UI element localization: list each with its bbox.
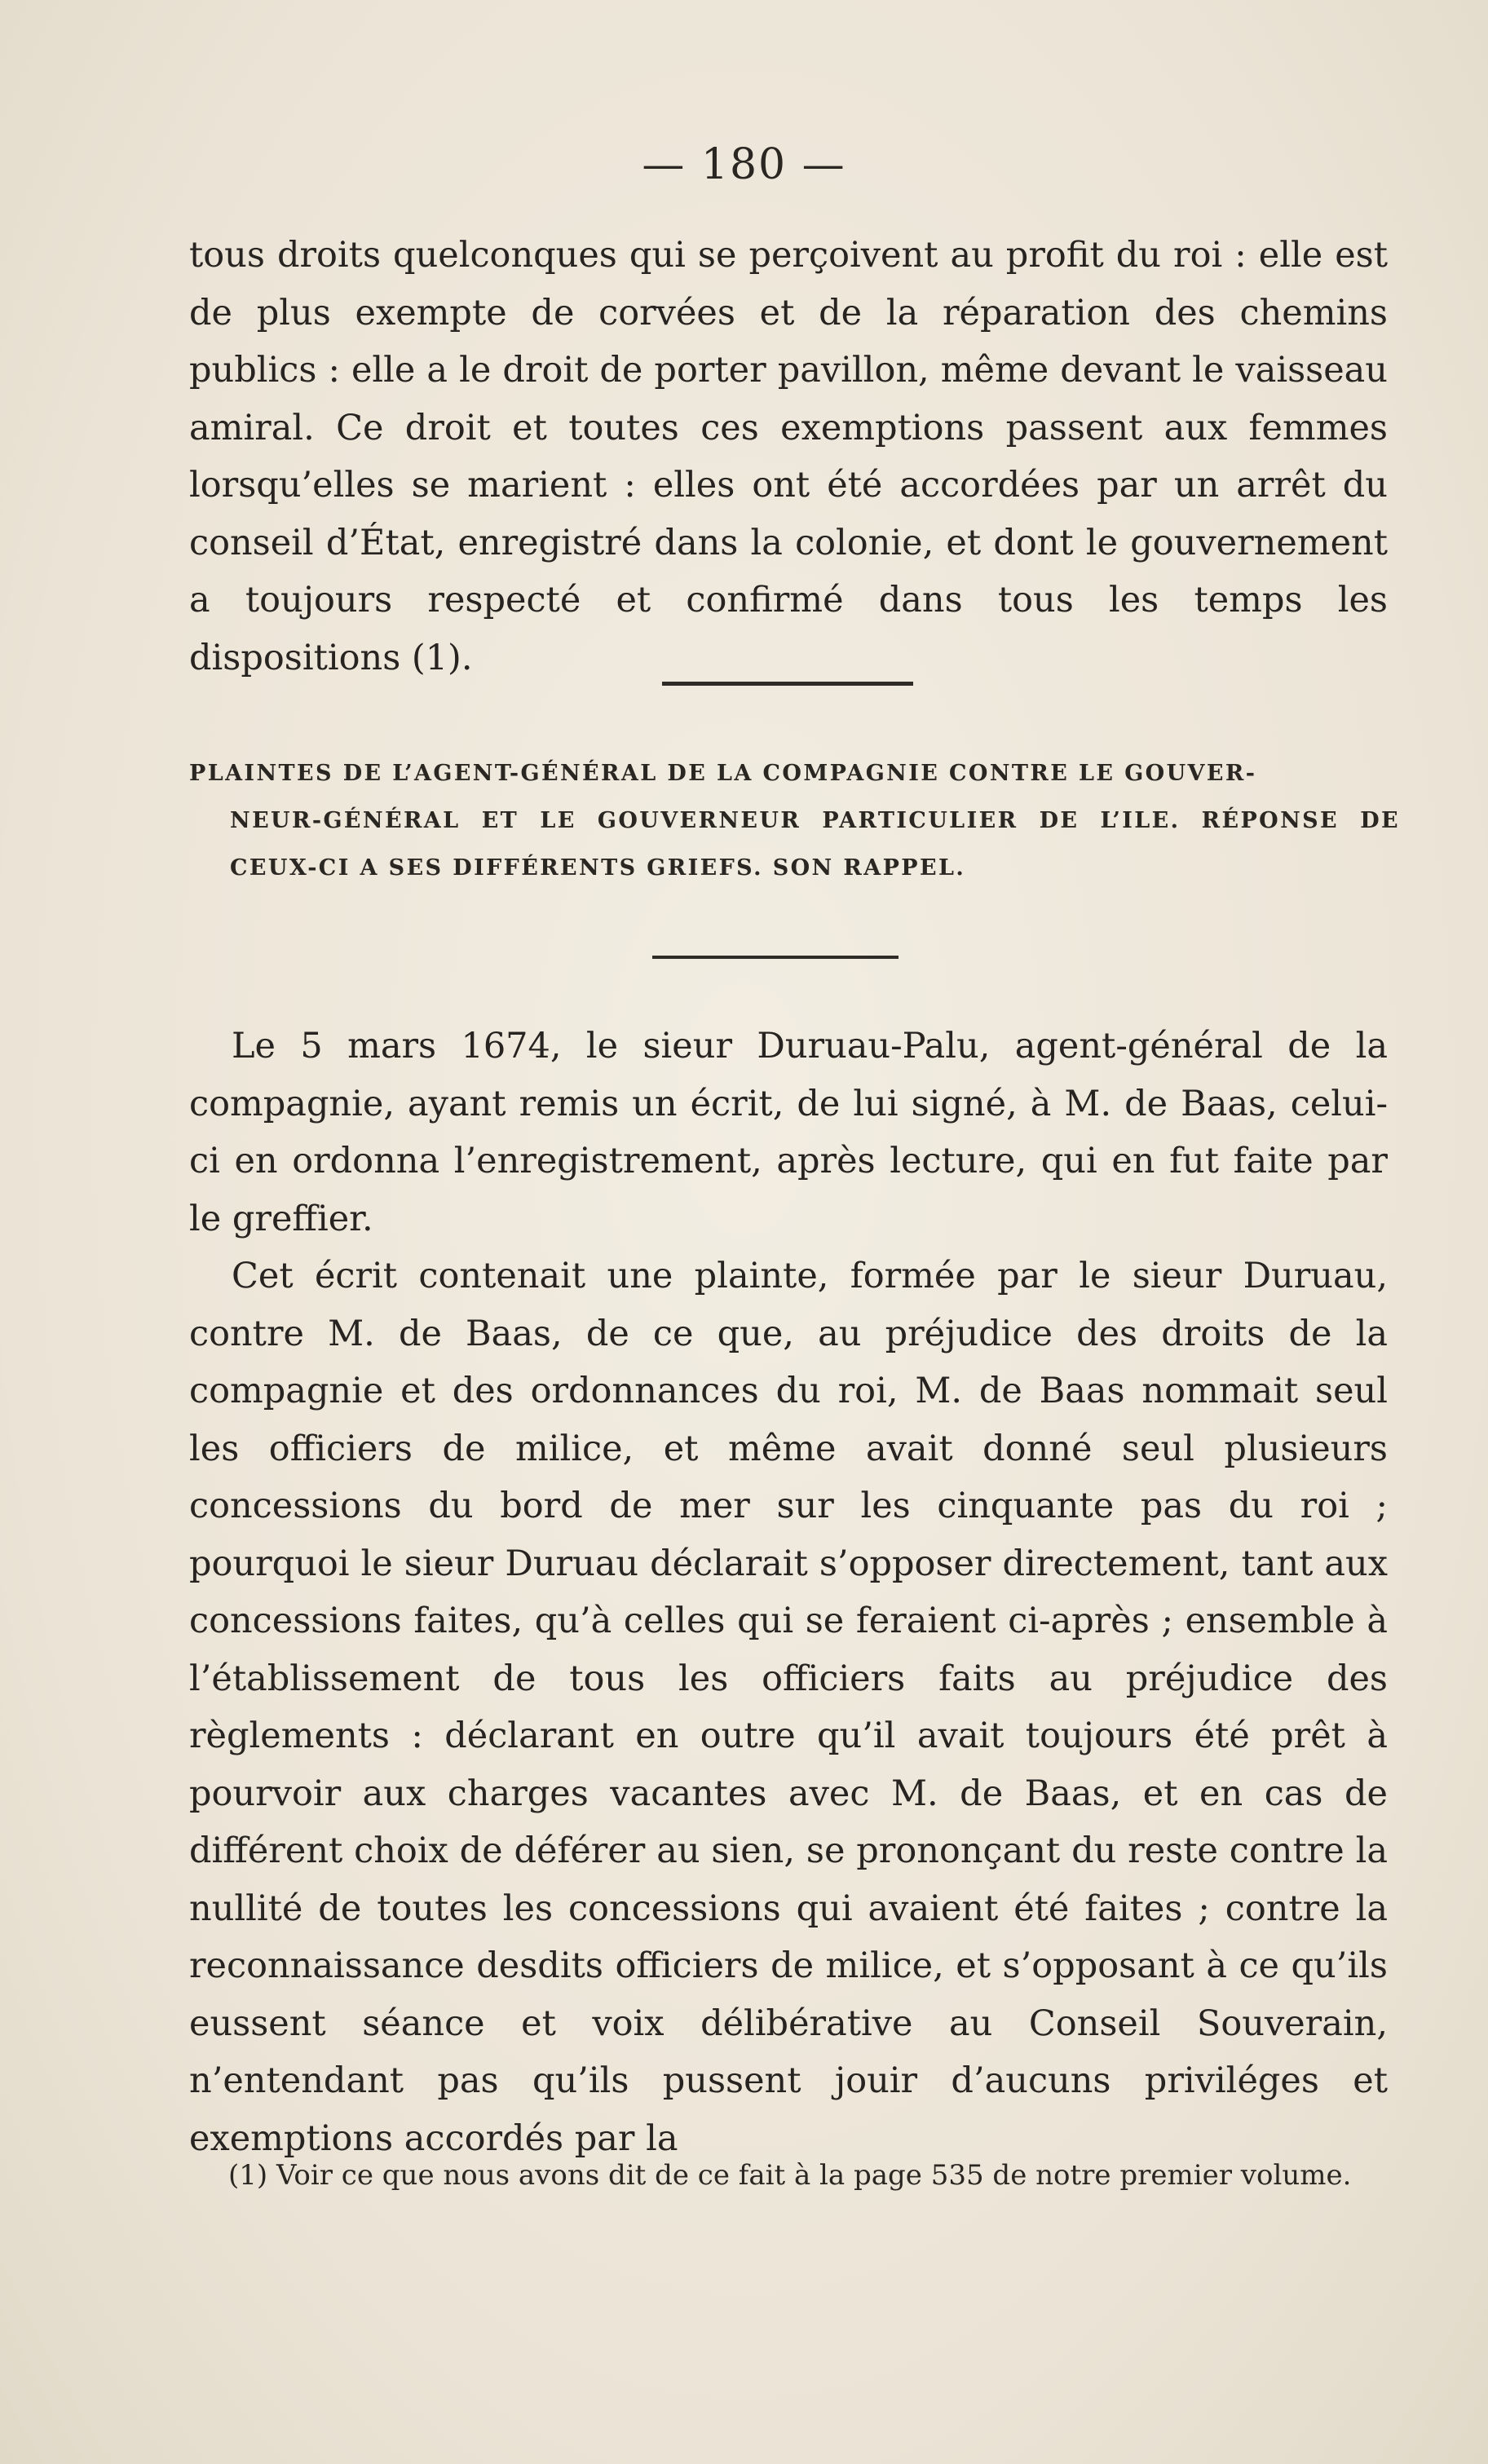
paragraph-2: Cet écrit contenait une plainte, formée par le sieur Duruau, contre M. de Baas, de ce que, au préjudice des droits de la compagnie et des ordonnances du roi, M. de Baas nommait seul les officiers de milice, et même avait donné seul plusieurs concessions du bord de mer sur les cinquante pas du roi ; pourquoi le sieur Duruau déclarait s’opposer directement, tant aux concessions faites, qu’à celles qui se feraient ci-après ; ensemble à l’établissement de tous les officiers faits au préjudice des règlements : déclarant en outre qu’il avait toujours été prêt à pourvoir aux charges vacantes avec M. de Baas, et en cas de différent choix de déférer au sien, se prononçant du reste contre la nullité de toutes les concessions qui avaient été faites ; contre la reconnaissance desdits officiers de milice, et s’opposant à ce qu’ils eussent séance et voix délibérative au Conseil Souverain, n’entendant pas qu’ils pussent jouir d’aucuns priviléges et exemptions accordés par la (189, 1256, 1388, 2159)
footnote (189, 2154, 1388, 2197)
top-paragraph-block (189, 227, 1388, 687)
paragraph-1: Le 5 mars 1674, le sieur Duruau-Palu, agent-général de la compagnie, ayant remis un écrit, de lui signé, à M. de Baas, celui-ci en ordonna l’enregistrement, après lecture, qui en fut faite par le greffier. (189, 1026, 1388, 1239)
body-text-block (189, 1018, 1388, 2167)
section-heading-line-1: PLAINTES DE L’AGENT-GÉNÉRAL DE LA COMPAGNIE CONTRE LE GOUVER- (189, 761, 1257, 786)
section-heading-continuation: NEUR-GÉNÉRAL ET LE GOUVERNEUR PARTICULIER DE L’ILE. RÉPONSE DE CEUX-CI A SES DIFFÉRENTS GRIEFS. SON RAPPEL. (230, 808, 1400, 881)
section-rule-top (662, 682, 913, 686)
top-paragraph: tous droits quelconques qui se perçoivent au profit du roi : elle est de plus exempte de corvées et de la réparation des chemins publics : elle a le droit de porter pavillon, même devant le vaisseau amiral. Ce droit et toutes ces exemptions passent aux femmes lorsqu’elles se marient : elles ont été accordées par un arrêt du conseil d’État, enregistré dans la colonie, et dont le gouvernement a toujours respecté et confirmé dans tous les temps les dispositions (1). (189, 235, 1388, 678)
footnote-text: (1) Voir ce que nous avons dit de ce fait à la page 535 de notre premier volume. (228, 2159, 1352, 2192)
page-number: — 180 — (642, 140, 846, 189)
section-rule-bottom (652, 956, 899, 959)
section-heading (189, 750, 1400, 892)
